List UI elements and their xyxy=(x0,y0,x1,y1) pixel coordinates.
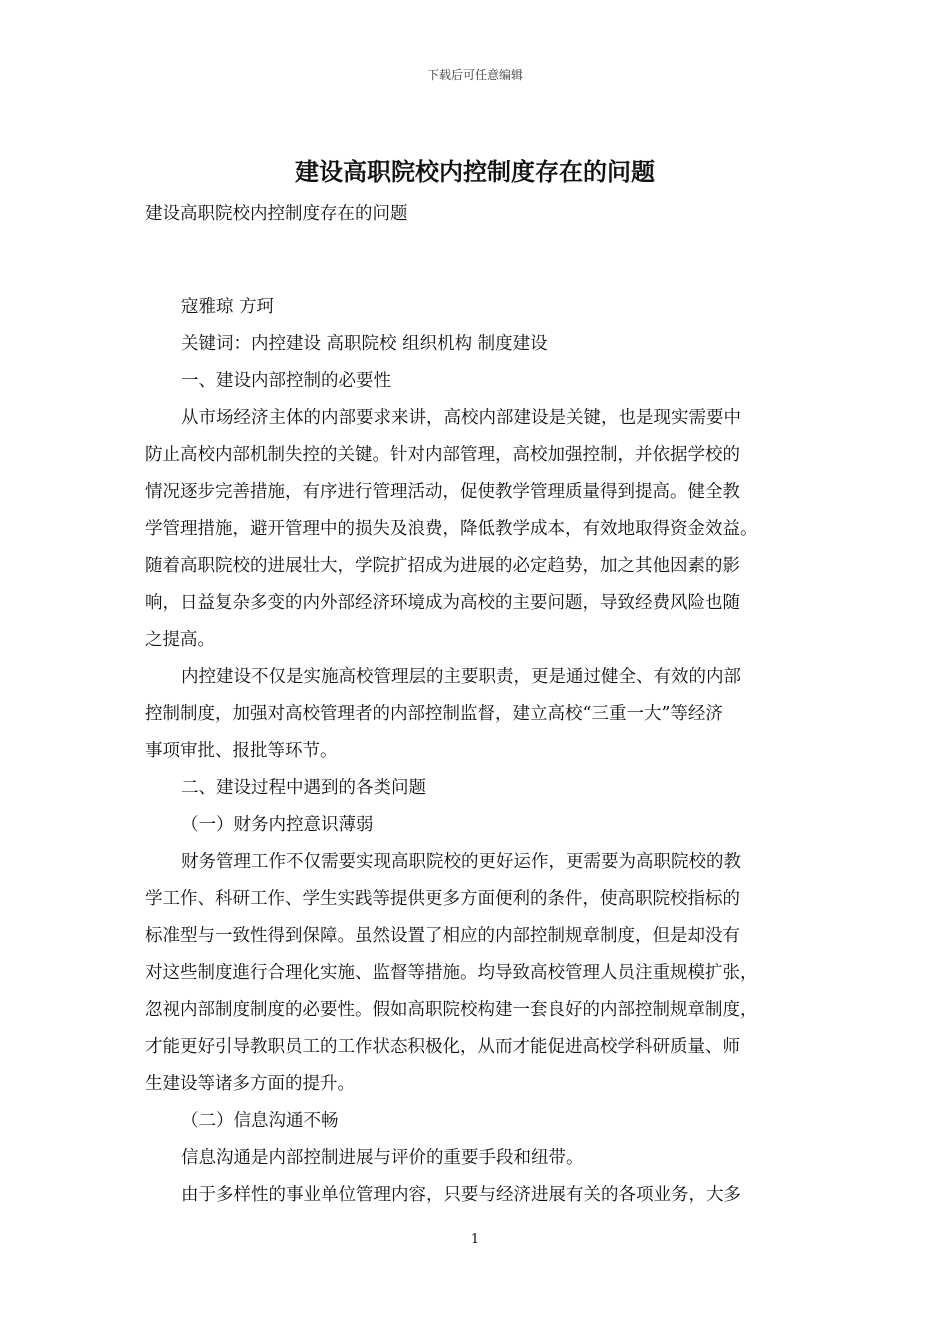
paragraph-line: 情况逐步完善措施，有序进行管理活动，促使教学管理质量得到提高。健全教 xyxy=(145,482,740,502)
paragraph-line: 生建设等诸多方面的提升。 xyxy=(145,1074,355,1094)
paragraph-line: 防止高校内部机制失控的关键。针对内部管理，高校加强控制，并依据学校的 xyxy=(145,445,740,465)
subsection-heading-1: （一）财务内控意识薄弱 xyxy=(181,815,374,835)
paragraph-line: 响，日益复杂多变的内外部经济环境成为高校的主要问题，导致经费风险也随 xyxy=(145,593,740,613)
document-title: 建设高职院校内控制度存在的问题 xyxy=(295,157,655,186)
paragraph-1 xyxy=(145,400,817,659)
paragraph-line: 财务管理工作不仅需要实现高职院校的更好运作，更需要为高职院校的教 xyxy=(181,852,741,872)
paragraph-5: 由于多样性的事业单位管理内容，只要与经济进展有关的各项业务，大多 xyxy=(181,1185,741,1205)
subsection-heading-2: （二）信息沟通不畅 xyxy=(181,1111,339,1131)
authors-line: 寇雅琼 方珂 xyxy=(181,297,275,317)
section-heading-1: 一、建设内部控制的必要性 xyxy=(181,371,391,391)
paragraph-4: 信息沟通是内部控制进展与评价的重要手段和纽带。 xyxy=(181,1148,584,1168)
paragraph-3 xyxy=(145,844,817,1103)
paragraph-line: 控制制度，加强对高校管理者的内部控制监督，建立高校“三重一大”等经济 xyxy=(145,704,723,724)
paragraph-line: 忽视内部制度制度的必要性。假如高职院校构建一套良好的内部控制规章制度， xyxy=(145,1000,758,1020)
keywords-line: 关键词：内控建设 高职院校 组织机构 制度建设 xyxy=(181,334,548,354)
paragraph-line: 之提高。 xyxy=(145,630,215,650)
paragraph-line: 内控建设不仅是实施高校管理层的主要职责，更是通过健全、有效的内部 xyxy=(181,667,741,687)
page-number: 1 xyxy=(470,1232,480,1247)
document-subtitle: 建设高职院校内控制度存在的问题 xyxy=(145,204,408,224)
paragraph-line: 学工作、科研工作、学生实践等提供更多方面便利的条件，使高职院校指标的 xyxy=(145,889,740,909)
paragraph-2 xyxy=(145,659,817,770)
paragraph-line: 学管理措施，避开管理中的损失及浪费，降低教学成本，有效地取得资金效益。 xyxy=(145,519,758,539)
paragraph-line: 对这些制度進行合理化实施、监督等措施。均导致高校管理人员注重规模扩张， xyxy=(145,963,758,983)
spacer xyxy=(145,233,817,289)
document-body xyxy=(145,196,817,1214)
page-header: 下载后可任意编辑 xyxy=(426,68,523,82)
paragraph-line: 标准型与一致性得到保障。虽然设置了相应的内部控制规章制度，但是却没有 xyxy=(145,926,740,946)
section-heading-2: 二、建设过程中遇到的各类问题 xyxy=(181,778,426,798)
paragraph-line: 才能更好引导教职员工的工作状态积极化，从而才能促进高校学科研质量、师 xyxy=(145,1037,740,1057)
paragraph-line: 随着高职院校的进展壮大，学院扩招成为进展的必定趋势，加之其他因素的影 xyxy=(145,556,740,576)
paragraph-line: 从市场经济主体的内部要求来讲，高校内部建设是关键，也是现实需要中 xyxy=(181,408,741,428)
paragraph-line: 事项审批、报批等环节。 xyxy=(145,741,338,761)
